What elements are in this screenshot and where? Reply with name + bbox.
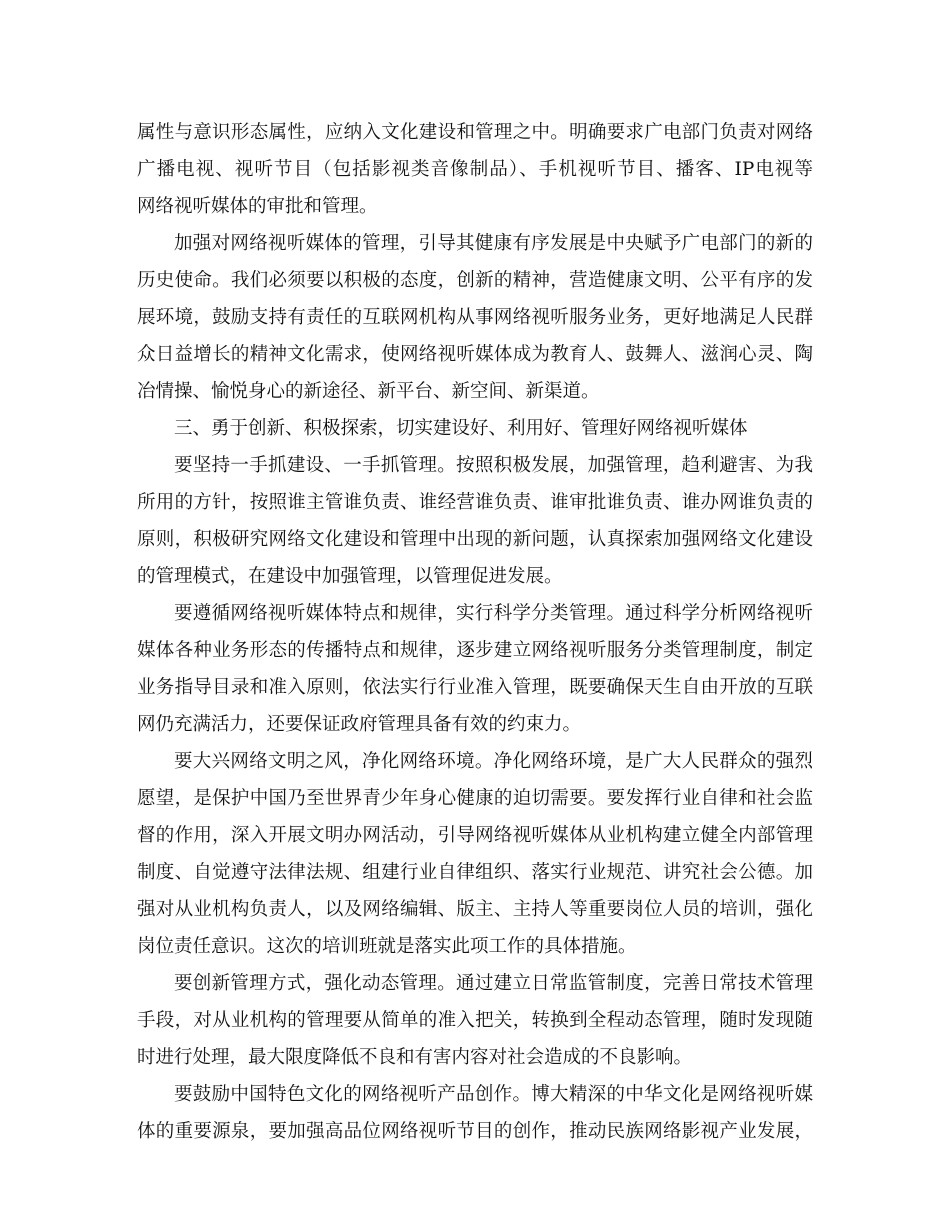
text-line: 要遵循网络视听媒体特点和规律，实行科学分类管理。通过科学分析网络视听 [174, 603, 813, 624]
text-line: 冶情操、愉悦身心的新途径、新平台、新空间、新渠道。 [137, 381, 600, 402]
text-line: 广播电视、视听节目（包括影视类音像制品）、手机视听节目、播客、IP电视等 [137, 159, 813, 180]
text-line: 体的重要源泉，要加强高品位网络视听节目的创作，推动民族网络影视产业发展， [137, 1121, 813, 1142]
document-page [137, 114, 813, 1150]
text-line: 历史使命。我们必须要以积极的态度，创新的精神，营造健康文明、公平有序的发 [137, 270, 813, 291]
text-line: 手段，对从业机构的管理要从简单的准入把关，转换到全程动态管理，随时发现随 [137, 1010, 813, 1031]
text-line: 要创新管理方式，强化动态管理。通过建立日常监管制度，完善日常技术管理 [174, 973, 813, 994]
text-line: 要坚持一手抓建设、一手抓管理。按照积极发展，加强管理，趋利避害、为我 [174, 455, 813, 476]
text-line: 要大兴网络文明之风，净化网络环境。净化网络环境，是广大人民群众的强烈 [174, 751, 813, 772]
text-line: 制度、自觉遵守法律法规、组建行业自律组织、落实行业规范、讲究社会公德。加 [137, 862, 813, 883]
text-line: 的管理模式，在建设中加强管理，以管理促进发展。 [137, 566, 563, 587]
text-line: 岗位责任意识。这次的培训班就是落实此项工作的具体措施。 [137, 936, 637, 957]
text-line: 媒体各种业务形态的传播特点和规律，逐步建立网络视听服务分类管理制度，制定 [137, 640, 813, 661]
text-line: 网络视听媒体的审批和管理。 [137, 196, 378, 217]
text-line: 所用的方针，按照谁主管谁负责、谁经营谁负责、谁审批谁负责、谁办网谁负责的 [137, 492, 813, 513]
text-line: 愿望，是保护中国乃至世界青少年身心健康的迫切需要。要发挥行业自律和社会监 [137, 788, 813, 809]
text-line: 时进行处理，最大限度降低不良和有害内容对社会造成的不良影响。 [137, 1047, 693, 1068]
text-line: 原则，积极研究网络文化建设和管理中出现的新问题，认真探索加强网络文化建设 [137, 529, 813, 550]
text-line: 众日益增长的精神文化需求，使网络视听媒体成为教育人、鼓舞人、滋润心灵、陶 [137, 344, 813, 365]
text-line: 加强对网络视听媒体的管理，引导其健康有序发展是中央赋予广电部门的新的 [174, 233, 813, 254]
text-line: 展环境，鼓励支持有责任的互联网机构从事网络视听服务业务，更好地满足人民群 [137, 307, 813, 328]
text-line: 要鼓励中国特色文化的网络视听产品创作。博大精深的中华文化是网络视听媒 [174, 1084, 813, 1105]
text-line: 业务指导目录和准入原则，依法实行行业准入管理，既要确保天生自由开放的互联 [137, 677, 813, 698]
section-heading: 三、勇于创新、积极探索，切实建设好、利用好、管理好网络视听媒体 [174, 418, 748, 439]
text-line: 属性与意识形态属性，应纳入文化建设和管理之中。明确要求广电部门负责对网络 [137, 122, 813, 143]
text-line: 网仍充满活力，还要保证政府管理具备有效的约束力。 [137, 714, 582, 735]
text-line: 督的作用，深入开展文明办网活动，引导网络视听媒体从业机构建立健全内部管理 [137, 825, 813, 846]
text-line: 强对从业机构负责人，以及网络编辑、版主、主持人等重要岗位人员的培训，强化 [137, 899, 813, 920]
